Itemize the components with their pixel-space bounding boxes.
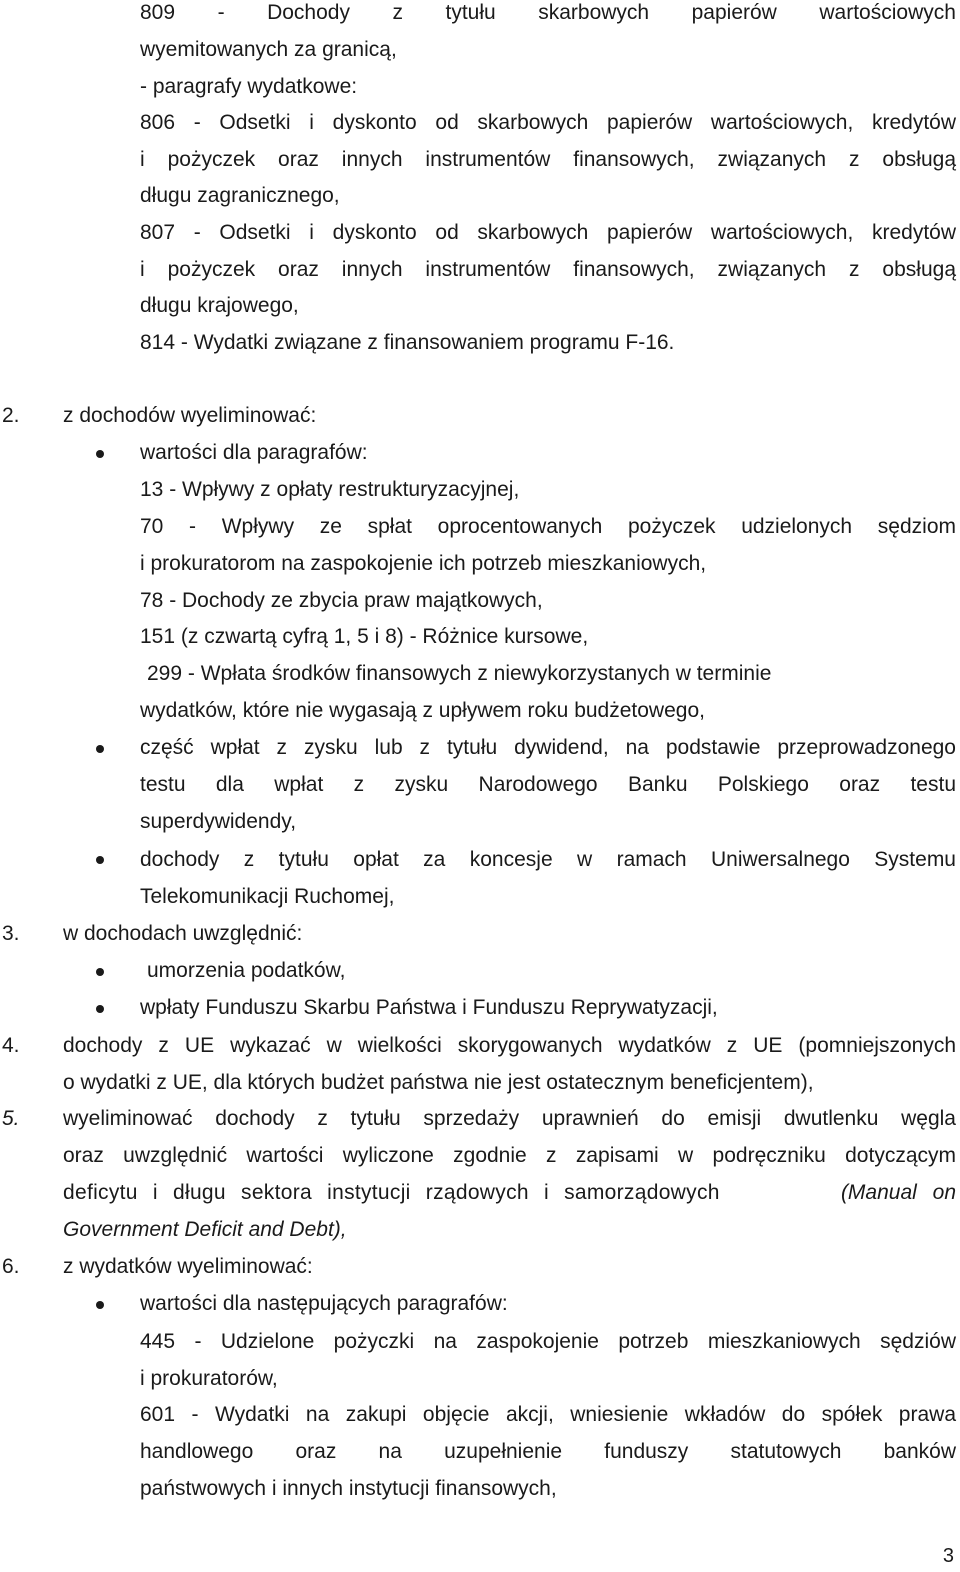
bullet-icon [96,1005,104,1013]
list-item-title: z wydatków wyeliminować: [63,1255,313,1278]
bullet-icon [96,450,104,458]
text-line: 78 - Dochody ze zbycia praw majątkowych, [140,589,543,612]
paragraph-809-line [140,0,956,31]
bullet-icon [96,745,104,753]
section-heading: - paragrafy wydatkowe: [140,75,358,98]
text-line: i prokuratorów, [140,1367,278,1390]
page-number: 3 [942,1545,954,1567]
text-line: część wpłat z zysku lub z tytułu dywidend, na podstawie przeprowadzonego [140,736,956,759]
text-line: 601 - Wydatki na zakupi objęcie akcji, wniesienie wkładów do spółek prawa [140,1403,956,1426]
text-line: 13 - Wpływy z opłaty restrukturyzacyjnej, [140,478,520,501]
paragraph-code: 809 [140,1,176,24]
word: z [392,1,403,24]
text-line: 70 - Wpływy ze spłat oprocentowanych pożyczek udzielonych sędziom [140,515,956,538]
text-line: wyemitowanych za granicą, [140,38,397,61]
text-segment: deficytu i długu sektora instytucji rządowych i samorządowych [63,1181,720,1204]
text-line: i prokuratorom na zaspokojenie ich potrzeb mieszkaniowych, [140,552,707,575]
text-line: 807 - Odsetki i dyskonto od skarbowych papierów wartościowych, kredytów [140,221,956,244]
text-line: superdywidendy, [140,810,297,833]
text-line: handlowego oraz na uzupełnienie funduszy statutowych banków [140,1440,956,1463]
bullet-icon [96,1301,104,1309]
list-number: 5. [2,1107,20,1130]
text-line: 814 - Wydatki związane z finansowaniem programu F-16. [140,331,675,354]
text-line: długu krajowego, [140,294,299,317]
text-line: 299 - Wpłata środków finansowych z niewykorzystanych w terminie [147,662,772,685]
text-line: wyeliminować dochody z tytułu sprzedaży uprawnień do emisji dwutlenku węgla [63,1107,956,1130]
word: - [217,1,225,24]
word: tytułu [445,1,496,24]
text-line: państwowych i innych instytucji finansowych, [140,1477,557,1500]
text-line: wydatków, które nie wygasają z upływem roku budżetowego, [140,699,705,722]
list-number: 3. [2,922,20,945]
text-line [63,1174,956,1211]
word: skarbowych [538,1,650,24]
text-line: 806 - Odsetki i dyskonto od skarbowych papierów wartościowych, kredytów [140,111,956,134]
list-item-title: w dochodach uwzględnić: [63,922,303,945]
list-number: 2. [2,404,20,427]
word: Dochody [267,1,350,24]
bullet-icon [96,968,104,976]
text-line: wartości dla następujących paragrafów: [140,1292,508,1315]
word: papierów [691,1,777,24]
text-line: dochody z tytułu opłat za koncesje w ramach Uniwersalnego Systemu [140,848,956,871]
text-line: oraz uwzględnić wartości wyliczone zgodnie z zapisami w podręczniku dotyczącym [63,1144,956,1167]
list-item-title: z dochodów wyeliminować: [63,404,317,427]
text-line: 445 - Udzielone pożyczki na zaspokojenie potrzeb mieszkaniowych sędziów [140,1330,956,1353]
italic-line: Government Deficit and Debt), [63,1218,347,1241]
list-number: 6. [2,1255,20,1278]
text-line: 151 (z czwartą cyfrą 1, 5 i 8) - Różnice kursowe, [140,625,589,648]
text-line: dochody z UE wykazać w wielkości skorygowanych wydatków z UE (pomniejszonych [63,1034,956,1057]
text-line: testu dla wpłat z zysku Narodowego Banku Polskiego oraz testu [140,773,956,796]
text-line: o wydatki z UE, dla których budżet państwa nie jest ostatecznym beneficjentem), [63,1071,814,1094]
bullet-icon [96,856,104,864]
text-line: długu zagranicznego, [140,184,340,207]
text-line: Telekomunikacji Ruchomej, [140,885,395,908]
text-line: i pożyczek oraz innych instrumentów finansowych, związanych z obsługą [140,258,956,281]
list-number: 4. [2,1034,20,1057]
text-line: wpłaty Funduszu Skarbu Państwa i Funduszu Reprywatyzacji, [140,996,718,1019]
text-line: i pożyczek oraz innych instrumentów finansowych, związanych z obsługą [140,148,956,171]
text-line: umorzenia podatków, [147,959,346,982]
word: wartościowych [819,1,956,24]
italic-segment: (Manual on [840,1181,956,1204]
text-line: wartości dla paragrafów: [140,441,368,464]
